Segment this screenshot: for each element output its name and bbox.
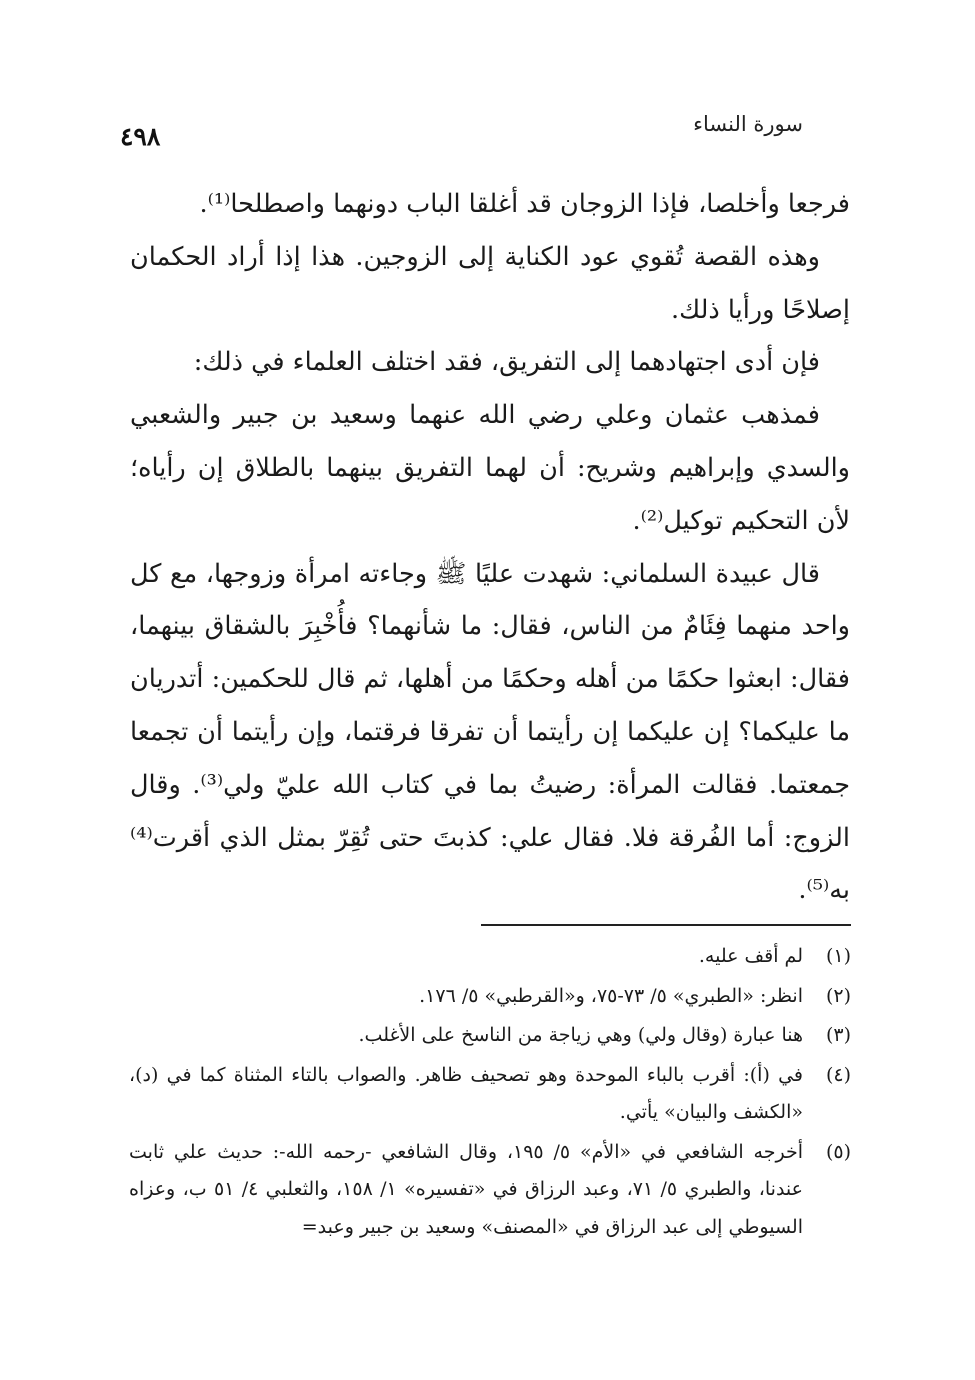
footnote: [129, 1134, 851, 1247]
footnote-number: (٥): [825, 1140, 851, 1163]
footnotes: [129, 938, 851, 1248]
surah-title: سورة النساء: [693, 112, 803, 136]
footnote: [129, 1057, 851, 1132]
main-text: [130, 178, 850, 917]
footnote: [129, 1017, 851, 1055]
page-number: ٤٩٨: [120, 122, 161, 151]
paragraph: فرجعا وأخلصا، فإذا الزوجان قد أغلقا الباب دونهما واصطلحا⁽¹⁾.: [199, 189, 850, 219]
footnote-number: (٤): [825, 1063, 851, 1086]
paragraph: فمذهب عثمان وعلي رضي الله عنهما وسعيد بن جبير والشعبي والسدي وإبراهيم وشريح: أن لهما التفريق بينهما بالطلاق إن رأياه؛ لأن التحكيم توكيل⁽²⁾.: [130, 400, 850, 536]
footnote-text: هنا عبارة (وقال ولي) وهي زياجة من الناسخ على الأغلب.: [358, 1024, 803, 1046]
footnote-text: لم أقف عليه.: [698, 945, 803, 967]
footnote-text: أخرجه الشافعي في «الأم» ٥/ ١٩٥، وقال الشافعي -رحمه الله-: حديث علي ثابت عندنا، والطبري ٥/ ٧١، وعبد الرزاق في «تفسيره» ١/ ١٥٨، والثعلبي ٤/ ٥١ ب، وعزاه السيوطي إلى عبد الرزاق في «المصنف» وسعيد بن جبير وعبد=: [129, 1140, 803, 1238]
footnote-divider: [481, 924, 851, 926]
paragraph: فإن أدى اجتهادهما إلى التفريق، فقد اختلف العلماء في ذلك:: [193, 347, 820, 378]
footnote-number: (٣): [825, 1024, 851, 1046]
footnote-number: (١): [825, 945, 851, 967]
paragraph: وهذه القصة تُقوي عود الكناية إلى الزوجين. هذا إذا أراد الحكمان إصلاحًا ورأيا ذلك.: [130, 241, 850, 325]
paragraph: قال عبيدة السلماني: شهدت عليًا ﷺ وجاءته امرأة وزوجها، مع كل واحد منهما فِئَامٌ من الناس، فقال: ما شأنهما؟ فأُخْبِرَ بالشقاق بينهما، فقال: ابعثوا حكمًا من أهله وحكمًا من أهلها، ثم قال للحكمين: أتدريان ما عليكما؟ إن عليكما إن رأيتما أن تفرقا فرقتما، وإن رأيتما أن تجمعا جمعتما. فقالت المرأة: رضيتُ بما في كتاب الله عليّ ولي⁽³⁾. وقال الزوج: أما الفُرقة فلا. فقال علي: كذبتَ حتى تُقِرّ بمثل الذي أقرت⁽⁴⁾ به⁽⁵⁾.: [130, 558, 850, 906]
running-header: [120, 112, 855, 152]
footnote: [129, 978, 851, 1016]
footnote-text: انظر: «الطبري» ٥/ ٧٣-٧٥، و«القرطبي» ٥/ ١٧٦.: [419, 984, 803, 1007]
footnote-number: (٢): [825, 984, 851, 1007]
footnote: [129, 938, 851, 976]
footnote-text: في (أ): أقرب بالباء الموحدة وهو تصحيف ظاهر. والصواب بالتاء المثناة كما في (د)، «الكشف والبيان» يأتي.: [129, 1063, 803, 1123]
